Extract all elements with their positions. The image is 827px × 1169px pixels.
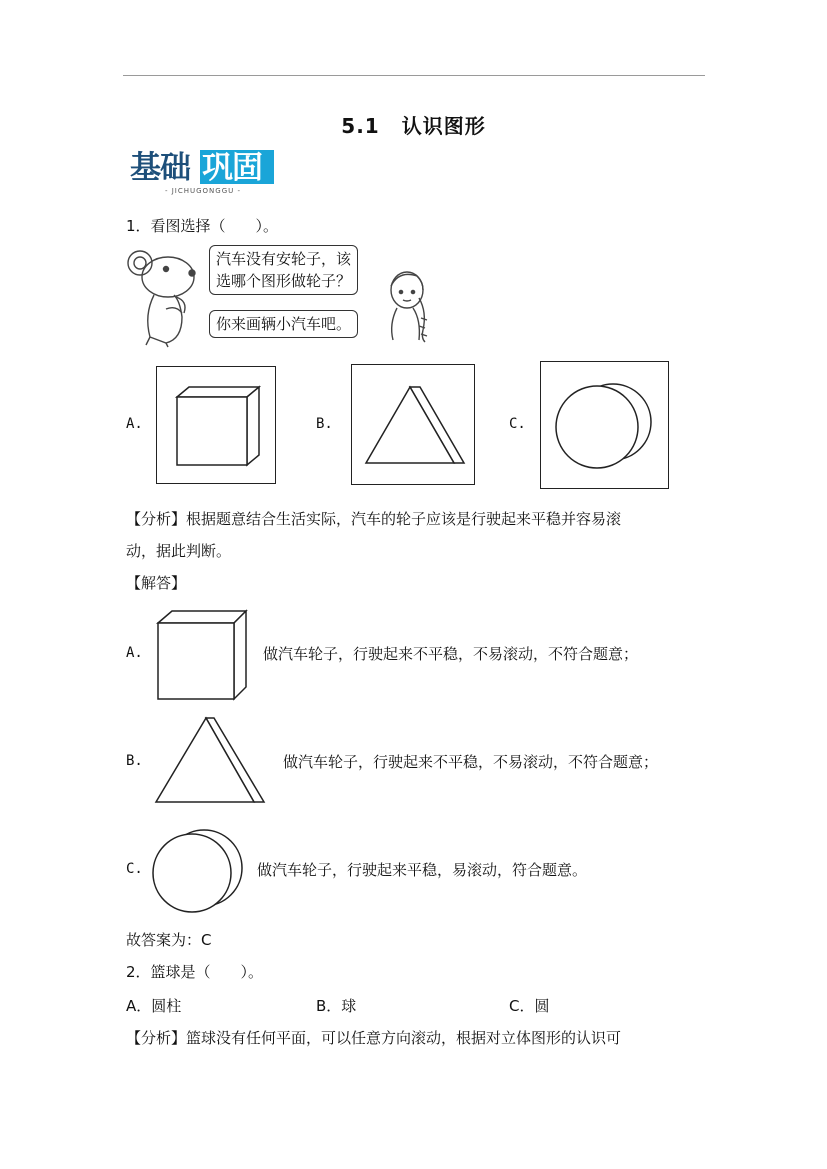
section-number: 5.1 [341, 114, 380, 138]
answer-c-text: 做汽车轮子，行驶起来平稳，易滚动，符合题意。 [257, 861, 588, 879]
section-title: 认识图形 [401, 114, 486, 138]
answer-heading: 【解答】 [126, 574, 187, 592]
q2-stem: 2．篮球是（ ）。 [126, 963, 264, 981]
girl-speech-line: 你来画辆小汽车吧。 [216, 315, 352, 333]
mouse-illustration [126, 243, 206, 349]
answer-a-cube [156, 609, 248, 701]
option-b-frame [351, 364, 475, 485]
q2-choice-b: B．球 [316, 997, 357, 1015]
q1-analysis-line-1: 【分析】根据题意结合生活实际，汽车的轮子应该是行驶起来平稳并容易滚 [126, 510, 622, 528]
q2-choice-a: A．圆柱 [126, 997, 182, 1015]
option-a-frame [156, 366, 276, 484]
answer-b-triangle [154, 716, 266, 804]
answer-a-label: A. [126, 645, 143, 661]
option-c-frame [540, 361, 669, 489]
mouse-speech-line-2: 选哪个图形做轮子？ [216, 272, 352, 290]
banner-pinyin: - JICHUGONGGU - [164, 187, 242, 195]
cylinder-shape [555, 380, 653, 470]
banner-text-highlight: 巩固 [202, 150, 262, 186]
cube-shape [175, 385, 259, 467]
header-rule [123, 75, 705, 76]
page-title [0, 110, 827, 139]
option-a-label: A. [126, 416, 143, 432]
q1-stem: 1．看图选择（ ）。 [126, 217, 279, 235]
q2-analysis: 【分析】篮球没有任何平面，可以任意方向滚动，根据对立体图形的认识可 [126, 1029, 622, 1047]
mouse-speech-bubble [209, 245, 358, 295]
girl-speech-bubble [209, 310, 358, 338]
answer-b-label: B. [126, 753, 143, 769]
section-banner [130, 150, 276, 196]
q1-analysis-line-2: 动，据此判断。 [126, 542, 232, 560]
q2-choice-c: C．圆 [509, 997, 550, 1015]
q1-conclusion: 故答案为：C [126, 931, 212, 949]
banner-text-dark: 基础 [130, 150, 190, 186]
answer-c-label: C. [126, 861, 143, 877]
option-c-label: C. [509, 416, 526, 432]
answer-b-text: 做汽车轮子，行驶起来不平稳，不易滚动，不符合题意； [283, 753, 659, 771]
answer-a-text: 做汽车轮子，行驶起来不平稳，不易滚动，不符合题意； [263, 645, 639, 663]
mouse-speech-line-1: 汽车没有安轮子，该 [216, 250, 352, 268]
girl-illustration [383, 268, 439, 344]
answer-c-cylinder [152, 828, 244, 914]
triangle-prism-shape [364, 385, 464, 465]
banner-highlight-box [200, 150, 274, 184]
option-b-label: B. [316, 416, 333, 432]
